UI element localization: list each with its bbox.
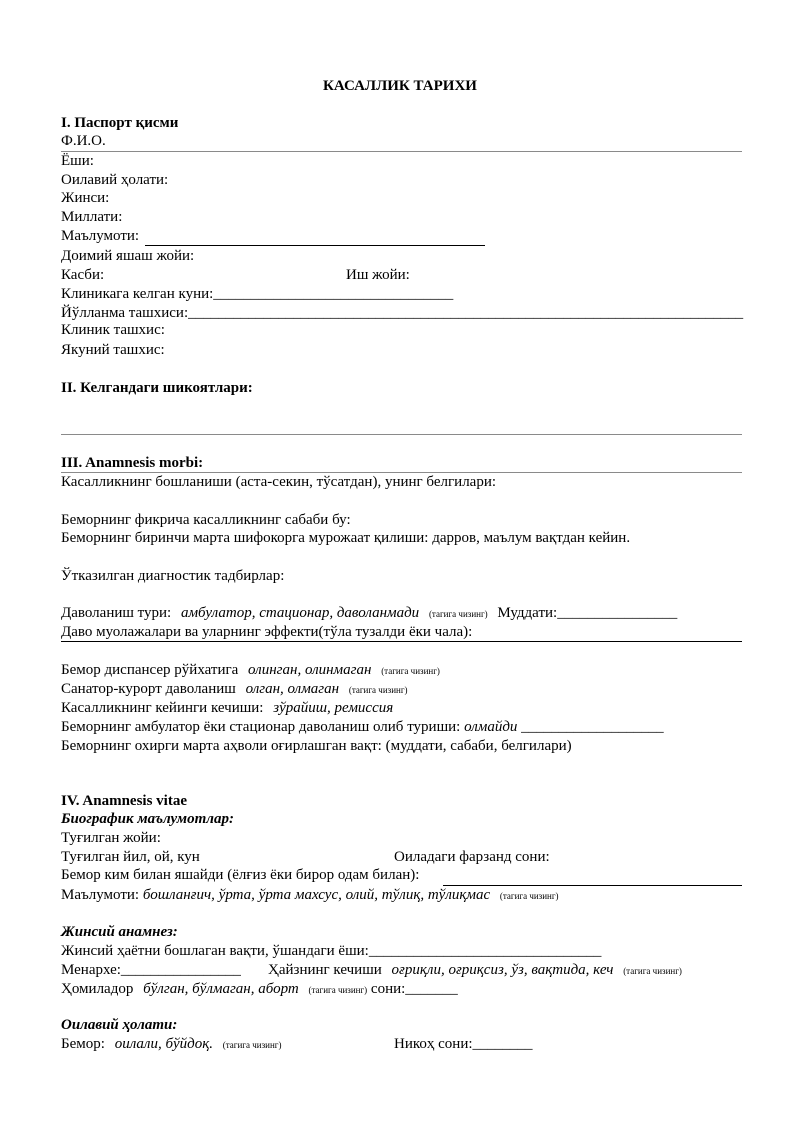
family-status-label: Оилавий ҳолати: [61, 172, 169, 188]
sexual-life-start-field[interactable]: Жинсий ҳаётни бошлаган вақти, ўшандаги ёши:_______________________________ [61, 943, 602, 959]
underline-note: (тагига чизинг) [222, 1040, 282, 1050]
disease-course-options[interactable]: зўрайиш, ремиссия [273, 700, 394, 716]
education-label-2: Маълумоти: [61, 887, 140, 903]
dispensary-options[interactable]: олинган, олинмаган [248, 662, 372, 678]
cause-label: Беморнинг фикрича касалликнинг сабаби бу: [61, 512, 351, 528]
profession-label: Касби: [61, 267, 105, 283]
menses-options[interactable]: оғриқли, оғриқсиз, ўз, вақтида, кеч [391, 962, 614, 978]
age-label: Ёши: [61, 153, 94, 169]
education-underline [145, 245, 485, 246]
underline-note: (тагига чизинг) [428, 609, 488, 619]
patient-label: Бемор: [61, 1036, 105, 1052]
treatment-type-label: Даволаниш тури: [61, 605, 172, 621]
pregnancy-options[interactable]: бўлган, бўлмаган, аборт [143, 981, 299, 997]
sexual-history-heading: Жинсий анамнез: [61, 924, 178, 940]
section-2-heading: II. Келгандаги шикоятлари: [61, 380, 253, 396]
first-visit-label: Беморнинг биринчи марта шифокорга мурожаат қилиши: дарров, маълум вақтдан кейин. [61, 530, 631, 546]
underline-note: (тагига чизинг) [381, 666, 440, 676]
section-3-underline [61, 472, 742, 473]
underline-note: (тагига чизинг) [348, 685, 408, 695]
section-4-heading: IV. Anamnesis vitae [61, 793, 187, 809]
page-title: КАСАЛЛИК ТАРИХИ [323, 78, 477, 94]
sanatorium-options[interactable]: олган, олмаган [245, 681, 340, 697]
dispensary-row [61, 662, 440, 680]
ambulatory-option[interactable]: олмайди [464, 719, 518, 735]
nationality-label: Миллати: [61, 209, 123, 225]
fio-label: Ф.И.О. [61, 133, 106, 149]
onset-label: Касалликнинг бошланиши (аста-секин, тўсатдан), унинг белгилари: [61, 474, 497, 490]
referral-diagnosis-field[interactable]: Йўлланма ташхиси:__________________________________________________________________________ [61, 305, 744, 321]
menses-label: Ҳайзнинг кечиши [268, 962, 382, 978]
dispensary-label: Бемор диспансер рўйхатига [61, 662, 239, 678]
patient-marital-options[interactable]: оилали, бўйдоқ. [114, 1036, 214, 1052]
education-label: Маълумоти: [61, 228, 140, 244]
treatment-effect-underline [61, 641, 742, 642]
disease-course-row [61, 700, 393, 717]
final-diagnosis-label: Якуний ташхис: [61, 342, 165, 358]
diagnostics-label: Ўтказилган диагностик тадбирлар: [61, 568, 285, 584]
workplace-label: Иш жойи: [346, 267, 410, 283]
treatment-type-options[interactable]: амбулатор, стационар, даволанмади [180, 605, 420, 621]
fio-underline [61, 151, 742, 152]
patient-marital-row [61, 1036, 281, 1054]
sanatorium-row [61, 681, 408, 699]
disease-course-label: Касалликнинг кейинги кечиши: [61, 700, 264, 716]
children-count-label: Оиладаги фарзанд сони: [394, 849, 550, 865]
clinical-diagnosis-label: Клиник ташхис: [61, 322, 165, 338]
address-label: Доимий яшаш жойи: [61, 248, 195, 264]
biography-heading: Биографик маълумотлар: [61, 811, 234, 827]
lives-with-underline [443, 885, 742, 886]
ambulatory-field[interactable]: ___________________ [521, 719, 664, 735]
marital-status-heading: Оилавий ҳолати: [61, 1017, 178, 1033]
treatment-type-row [61, 605, 677, 623]
underline-note: (тагига чизинг) [308, 985, 368, 995]
section-1-heading: I. Паспорт қисми [61, 115, 179, 131]
lives-with-label: Бемор ким билан яшайди (ёлғиз ёки бирор одам билан): [61, 867, 420, 883]
pregnancy-row [61, 981, 458, 999]
treatment-effect-label: Даво муолажалари ва уларнинг эффекти(тўла тузалди ёки чала): [61, 624, 473, 640]
birthplace-label: Туғилган жойи: [61, 830, 161, 846]
birthdate-label: Туғилган йил, ой, кун [61, 849, 200, 865]
pregnancy-count-field[interactable]: сони:_______ [370, 981, 458, 997]
underline-note: (тагига чизинг) [623, 966, 682, 976]
menarche-field[interactable]: Менархе:________________ [61, 962, 241, 978]
admission-date-field[interactable]: Клиникага келган куни:________________________________ [61, 286, 454, 302]
ambulatory-label: Беморнинг амбулатор ёки стационар даволаниш олиб туриши: [61, 719, 461, 735]
section-3-heading: III. Anamnesis morbi: [61, 455, 204, 471]
menses-row [268, 962, 682, 980]
education-row [61, 887, 559, 905]
complaints-line [61, 434, 742, 435]
ambulatory-row [61, 719, 664, 736]
underline-note: (тагига чизинг) [499, 891, 559, 901]
sanatorium-label: Санатор-курорт даволаниш [61, 681, 236, 697]
sex-label: Жинси: [61, 190, 110, 206]
marriage-count-field[interactable]: Никоҳ сони:________ [394, 1036, 533, 1052]
pregnancy-label: Ҳомиладор [61, 981, 134, 997]
treatment-duration-field[interactable]: Муддати:________________ [497, 605, 678, 621]
last-worsening-label: Беморнинг охирги марта аҳволи оғирлашган вақт: (муддати, сабаби, белгилари) [61, 738, 572, 754]
education-options[interactable]: бошланғич, ўрта, ўрта махсус, олий, тўлиқ, тўлиқмас [142, 887, 491, 903]
